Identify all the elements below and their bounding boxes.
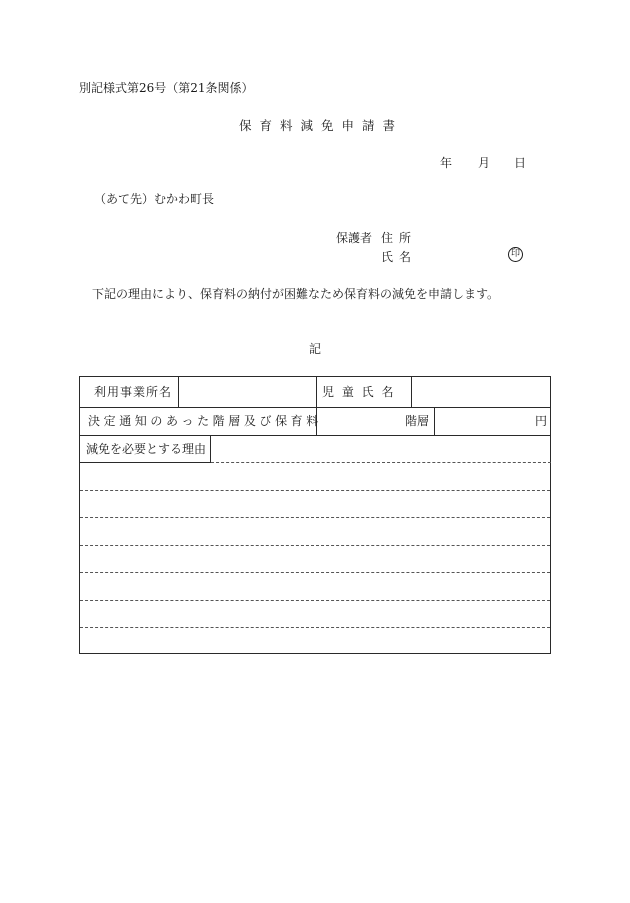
application-table: [79, 376, 551, 654]
request-statement: 下記の理由により、保育料の納付が困難なため保育料の減免を申請します。: [92, 287, 500, 301]
notice-label: 決定通知のあった階層及び保育料: [88, 414, 322, 428]
child-name-label: 児 童 氏 名: [322, 385, 396, 399]
divider: [80, 435, 550, 436]
date-row: [440, 157, 526, 169]
ki-heading: 記: [308, 342, 321, 356]
address-label: 住所: [381, 231, 418, 245]
facility-input[interactable]: [179, 377, 315, 407]
reason-label: 減免を必要とする理由: [86, 442, 207, 456]
addressee: （あて先）むかわ町長: [94, 192, 215, 206]
divider: [210, 435, 211, 462]
yen-unit: 円: [535, 414, 548, 428]
guardian-label: 保護者: [336, 231, 373, 245]
reason-input[interactable]: [80, 463, 550, 653]
fee-input[interactable]: [435, 408, 550, 435]
date-month: 月: [478, 156, 491, 170]
child-name-input[interactable]: [412, 377, 550, 407]
date-year: 年: [440, 156, 453, 170]
date-day: 日: [514, 156, 527, 170]
tier-unit: 階層: [405, 414, 430, 428]
facility-label: 利用事業所名: [94, 385, 173, 399]
form-reference: 別記様式第26号（第21条関係）: [79, 81, 254, 95]
seal-mark: 印: [508, 247, 523, 262]
page-title: 保育料減免申請書: [238, 118, 403, 133]
name-label: 氏名: [381, 250, 418, 264]
